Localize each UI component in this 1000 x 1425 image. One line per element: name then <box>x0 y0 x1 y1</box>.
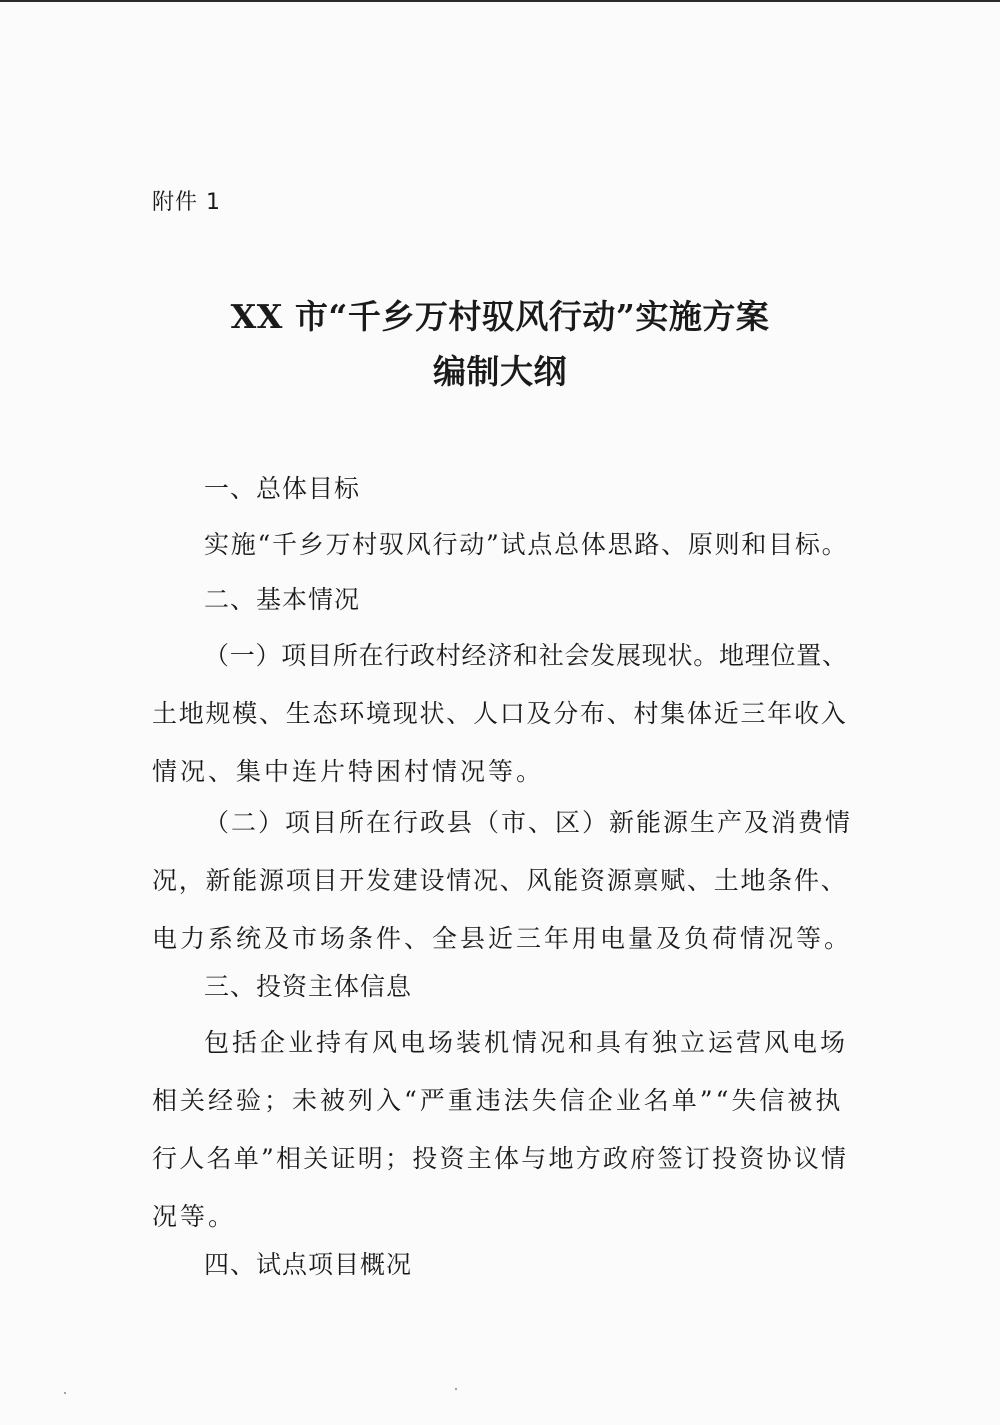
paragraph-line: 相关经验；未被列入“严重违法失信企业名单”“失信被执 <box>152 1086 844 1115</box>
section-3-paragraph <box>152 1014 852 1246</box>
section-heading-2: 二、基本情况 <box>204 585 361 614</box>
scan-speck <box>455 1388 457 1390</box>
section-heading-1: 一、总体目标 <box>204 474 361 503</box>
paragraph-line: （一）项目所在行政村经济和社会发展现状。地理位置、 <box>204 641 848 670</box>
section-2-paragraph-1 <box>152 627 852 801</box>
section-2-paragraph-2 <box>152 794 852 968</box>
paragraph-line: 况，新能源项目开发建设情况、风能资源禀赋、土地条件、 <box>152 866 848 895</box>
paragraph-line: 行人名单”相关证明；投资主体与地方政府签订投资协议情 <box>152 1144 849 1173</box>
section-heading-4: 四、试点项目概况 <box>204 1250 413 1279</box>
section-heading-3: 三、投资主体信息 <box>204 972 413 1001</box>
paragraph-line: 况等。 <box>152 1202 237 1231</box>
page-top-edge <box>0 0 1000 2</box>
section-1-paragraph <box>152 516 852 574</box>
paragraph-line: 实施“千乡万村驭风行动”试点总体思路、原则和目标。 <box>204 530 849 559</box>
paragraph-line: 情况、集中连片特困村情况等。 <box>152 757 545 786</box>
document-title-line-1: XX 市“千乡万村驭风行动”实施方案 <box>230 297 770 336</box>
paragraph-line: 包括企业持有风电场装机情况和具有独立运营风电场 <box>204 1028 849 1057</box>
paragraph-line: 电力系统及市场条件、全县近三年用电量及负荷情况等。 <box>152 924 853 953</box>
paragraph-line: 土地规模、生态环境现状、人口及分布、村集体近三年收入 <box>152 699 848 728</box>
document-title-line-2: 编制大纲 <box>433 352 567 391</box>
attachment-label: 附件 1 <box>152 190 221 215</box>
paragraph-line: （二）项目所在行政县（市、区）新能源生产及消费情 <box>204 808 853 837</box>
scan-speck <box>64 1392 66 1394</box>
